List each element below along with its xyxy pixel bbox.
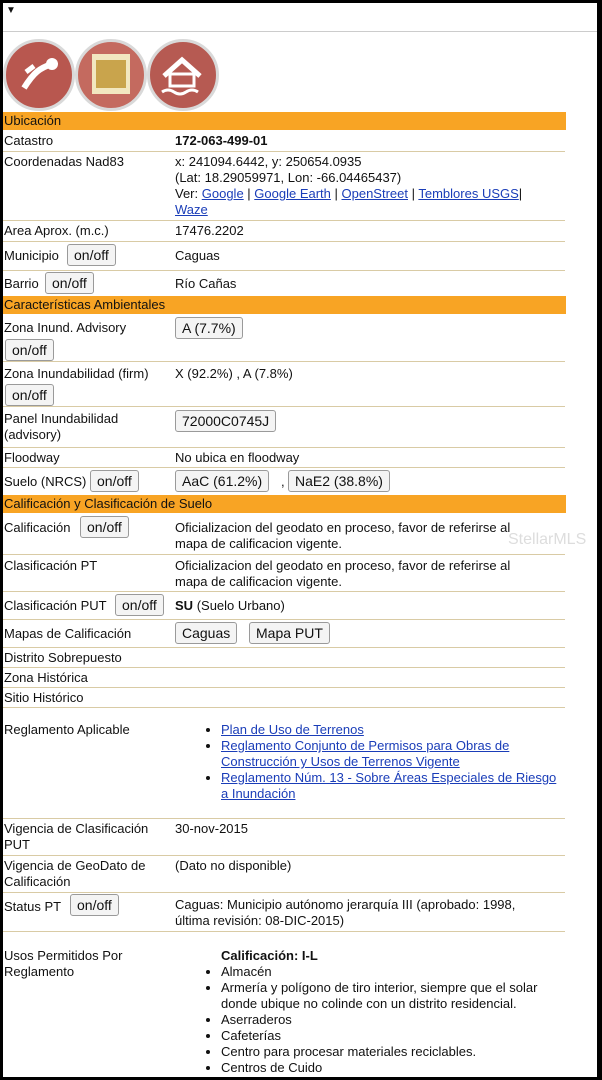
suelo-nae2-button[interactable]: NaE2 (38.8%)	[288, 470, 390, 492]
usos-label: Usos Permitidos Por Reglamento	[4, 948, 123, 979]
vigencia-put-label: Vigencia de Clasificación PUT	[4, 821, 149, 852]
zona-firm-toggle-button[interactable]: on/off	[5, 384, 54, 406]
zona-advisory-label: Zona Inund. Advisory	[4, 320, 127, 335]
list-item: • Almacén	[221, 964, 561, 980]
clasificacion-pt-value: Oficializacion del geodato en proceso, favor de referirse al mapa de calificacion vigente.	[175, 558, 511, 589]
row-floodway	[3, 448, 565, 468]
zona-advisory-toggle-button[interactable]: on/off	[5, 339, 54, 361]
row-mapas	[3, 620, 565, 648]
row-clasificacion-put	[3, 592, 565, 620]
row-barrio	[3, 271, 565, 297]
watermark: StellarMLS	[508, 531, 587, 548]
row-suelo: Suelo (NRCS) on/off AaC (61.2%) , NaE2 (38.8%)	[3, 468, 565, 496]
zona-advisory-value-button[interactable]: A (7.7%)	[175, 317, 243, 339]
flood-house-logo-icon[interactable]	[147, 39, 219, 111]
area-label: Area Aprox. (m.c.)	[4, 223, 109, 238]
row-vigencia-put	[3, 819, 565, 856]
row-zona-advisory	[3, 315, 565, 362]
coords-label: Coordenadas Nad83	[4, 154, 124, 169]
list-item	[221, 770, 561, 802]
floodway-value: No ubica en floodway	[175, 450, 300, 465]
zona-historica-label: Zona Histórica	[4, 670, 88, 685]
usos-heading: Calificación: I-L	[221, 948, 318, 963]
status-pt-value: Caguas: Municipio autónomo jerarquía III (aprobado: 1998, última revisión: 08-DIC-2015)	[175, 897, 516, 928]
row-coordenadas	[3, 152, 565, 221]
link-reglamento-conjunto[interactable]: Reglamento Conjunto de Permisos para Obras de Construcción y Usos de Terrenos Vigente	[221, 738, 510, 769]
status-pt-label: Status PT	[4, 899, 62, 914]
panel-value-button[interactable]: 72000C0745J	[175, 410, 276, 432]
zona-firm-value: X (92.2%) , A (7.8%)	[175, 366, 293, 381]
mapas-label: Mapas de Calificación	[4, 626, 132, 641]
top-bar	[3, 3, 597, 32]
list-item: • Centro para procesar materiales reciclables.	[221, 1044, 561, 1060]
row-usos-permitidos	[3, 932, 565, 1077]
app-frame	[3, 3, 597, 1077]
mapa-put-button[interactable]: Mapa PUT	[249, 622, 330, 644]
list-item	[221, 738, 561, 770]
list-item: • Aserraderos	[221, 1012, 561, 1028]
link-google-earth[interactable]: Google Earth	[254, 186, 331, 201]
vigencia-geodato-label: Vigencia de GeoDato de Calificación	[4, 858, 146, 889]
row-zona-historica	[3, 668, 565, 688]
floodway-label: Floodway	[4, 450, 60, 465]
list-item	[221, 722, 561, 738]
link-waze[interactable]: Waze	[175, 202, 208, 217]
coords-xy: x: 241094.6442, y: 250654.0935	[175, 154, 362, 169]
map-links: Ver: Google | Google Earth | OpenStreet | Temblores USGS|	[175, 186, 523, 201]
row-vigencia-geodato	[3, 856, 565, 893]
row-catastro	[3, 131, 565, 152]
row-status-pt	[3, 893, 565, 932]
crim-logo-icon[interactable]	[75, 39, 147, 111]
mapa-caguas-button[interactable]: Caguas	[175, 622, 237, 644]
row-area	[3, 221, 565, 242]
vigencia-put-value: 30-nov-2015	[175, 821, 248, 836]
clasificacion-put-code: SU	[175, 598, 194, 613]
link-temblores-usgs[interactable]: Temblores USGS	[418, 186, 519, 201]
clasificacion-put-toggle-button[interactable]: on/off	[115, 594, 164, 616]
distrito-label: Distrito Sobrepuesto	[4, 650, 122, 665]
row-municipio	[3, 242, 565, 271]
municipio-label: Municipio	[4, 248, 59, 263]
sitio-historico-label: Sitio Histórico	[4, 690, 84, 705]
reglamento-list	[203, 722, 561, 802]
link-plan-uso-terrenos[interactable]: Plan de Uso de Terrenos	[221, 722, 364, 737]
link-google[interactable]: Google	[201, 186, 244, 201]
list-item: • Armería y polígono de tiro interior, siempre que el solar donde ubique no colinde con un distrito residencial.	[221, 980, 561, 1012]
municipio-toggle-button[interactable]: on/off	[67, 244, 116, 266]
barrio-value: Río Cañas	[175, 276, 237, 291]
panel-label: Panel Inundabilidad (advisory)	[4, 411, 119, 442]
catastro-value: 172-063-499-01	[175, 133, 268, 148]
status-pt-toggle-button[interactable]: on/off	[70, 894, 119, 916]
row-sitio-historico	[3, 688, 565, 708]
coords-value	[175, 154, 522, 218]
barrio-label: Barrio	[4, 276, 39, 291]
section-calificacion: Calificación y Clasificación de Suelo	[3, 495, 566, 513]
row-clasificacion-pt	[3, 555, 565, 592]
clasificacion-pt-label: Clasificación PT	[4, 558, 98, 573]
clasificacion-put-desc: (Suelo Urbano)	[196, 598, 285, 613]
barrio-toggle-button[interactable]: on/off	[45, 272, 94, 294]
area-value: 17476.2202	[175, 223, 244, 238]
list-item: • Centros de Cuido	[221, 1060, 561, 1076]
section-ambientales: Características Ambientales	[3, 296, 566, 314]
municipio-value: Caguas	[175, 248, 220, 263]
catastro-label: Catastro	[4, 133, 54, 148]
dropdown-caret-icon[interactable]: ▼	[6, 5, 16, 16]
agency-logo-icon[interactable]	[3, 39, 75, 111]
calificacion-value: Oficializacion del geodato en proceso, favor de referirse al mapa de calificacion vigente.	[175, 520, 511, 551]
row-panel	[3, 407, 565, 448]
link-reglamento-13[interactable]: Reglamento Núm. 13 - Sobre Áreas Especiales de Riesgo a Inundación	[221, 770, 557, 801]
row-zona-firm	[3, 362, 565, 407]
row-distrito	[3, 648, 565, 668]
vigencia-geodato-value: (Dato no disponible)	[175, 858, 292, 873]
suelo-aac-button[interactable]: AaC (61.2%)	[175, 470, 269, 492]
usos-list	[203, 964, 561, 1076]
calificacion-label: Calificación	[4, 520, 71, 535]
suelo-label: Suelo (NRCS)	[4, 474, 87, 489]
list-item: • Cafeterías	[221, 1028, 561, 1044]
row-calificacion	[3, 514, 565, 555]
zona-firm-label: Zona Inundabilidad (firm)	[4, 366, 149, 381]
coords-latlon: (Lat: 18.29059971, Lon: -66.04465437)	[175, 170, 402, 185]
clasificacion-put-label: Clasificación PUT	[4, 598, 107, 613]
suelo-toggle-button[interactable]: on/off	[90, 470, 139, 492]
link-openstreet[interactable]: OpenStreet	[341, 186, 408, 201]
reglamento-label: Reglamento Aplicable	[4, 722, 130, 737]
row-reglamento	[3, 708, 565, 819]
calificacion-toggle-button[interactable]: on/off	[80, 516, 129, 538]
section-ubicacion: Ubicación	[3, 112, 566, 130]
